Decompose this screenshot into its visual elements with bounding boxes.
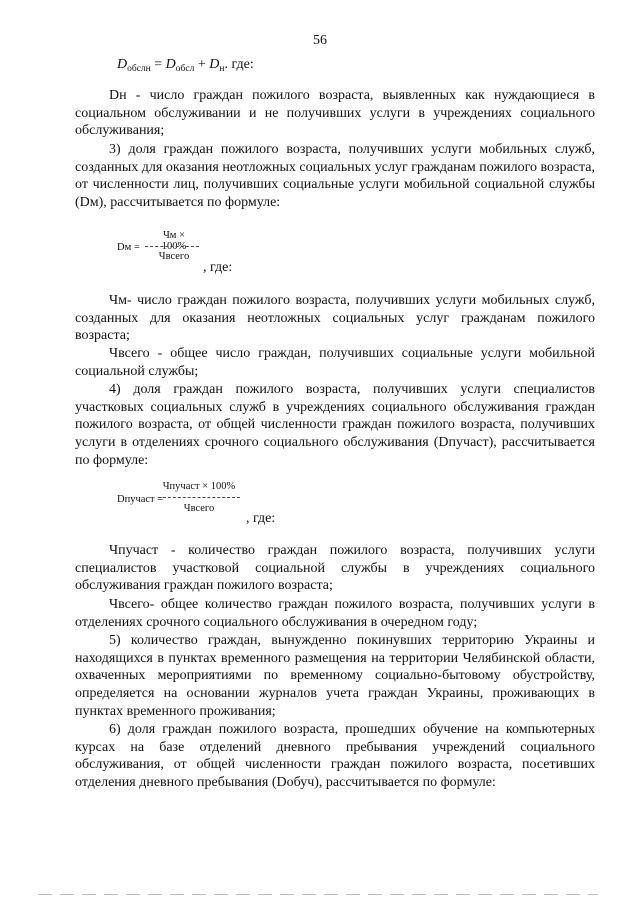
paragraph-chvsego: Чвсего - общее число граждан, получивших социальные услуги мобильной социальной службы; xyxy=(75,346,595,379)
formula-top-lhs-sub: обслн xyxy=(127,64,151,74)
paragraph-item-4: 4) доля граждан пожилого возраста, получивших услуги специалистов участковых социальных служб в учреждениях социального обслуживания граждан пожилого возраста, от общей численности граждан пожилого возраста, получивших услуги в отделениях срочного социального обслуживания (Dпучаст), рассчитывается по формуле: xyxy=(75,382,595,468)
paragraph-item-3: 3) доля граждан пожилого возраста, получивших услуги мобильных служб, созданных для оказания неотложных социальных услуг гражданам пожилого возраста, от численности лиц, получивших социальные услуги мобильной социальной службы (Dм), рассчитывается по формуле: xyxy=(75,142,595,211)
formula-m-fraction-line xyxy=(145,246,199,247)
formula-p-lhs: Dпучаст = xyxy=(117,494,164,505)
paragraph-item-5: 5) количество граждан, вынужденно покинувших территорию Украины и находящихся в пунктах временного размещения на территории Челябинской области, охваченных мероприятиями по временному социально-бытовому обустройству, определяется на основании журналов учета граждан Украины, проживающих в пунктах временного проживания; xyxy=(75,633,595,719)
formula-m-numerator: Чм × 100% xyxy=(161,230,187,252)
paragraph-chvsego-2: Чвсего- общее количество граждан пожилого возраста, получивших услуги в отделениях срочного социального обслуживания в очередном году; xyxy=(75,597,595,630)
formula-top-b-sub: н xyxy=(219,64,225,74)
formula-top-b: D xyxy=(209,57,220,72)
formula-m-denominator: Чвсего xyxy=(158,251,190,262)
formula-top-lhs: D xyxy=(117,57,128,72)
formula-p-numerator: Чпучаст × 100% xyxy=(162,481,236,492)
scan-artifact-line xyxy=(38,894,598,895)
paragraph-dn: Dн - число граждан пожилого возраста, выявленных как нуждающиеся в социальном обслуживании и не получивших услуги в учреждениях социального обслуживания; xyxy=(75,88,595,139)
paragraph-chpuchast: Чпучаст - количество граждан пожилого возраста, получивших услуги специалистов участковой социальной службы в учреждениях социального обслуживания граждан пожилого возраста; xyxy=(75,543,595,594)
formula-top-tail: . где: xyxy=(224,57,254,72)
formula-top xyxy=(117,57,254,74)
paragraph-item-6: 6) доля граждан пожилого возраста, прошедших обучение на компьютерных курсах на базе отделений дневного пребывания учреждений социального обслуживания, от общей численности граждан пожилого возраста, посетивших отделения дневного пребывания (Dобуч), рассчитывается по формуле: xyxy=(75,722,595,791)
formula-p-fraction-line xyxy=(158,497,240,498)
formula-top-a: D xyxy=(165,57,176,72)
formula-top-eq: = xyxy=(150,57,166,72)
formula-p-denominator: Чвсего xyxy=(183,503,215,514)
formula-m-where: , где: xyxy=(203,260,233,275)
formula-m-lhs: Dм = xyxy=(117,242,140,253)
formula-p-where: , где: xyxy=(246,511,276,526)
formula-top-plus: + xyxy=(194,57,210,72)
page-number: 56 xyxy=(313,33,327,48)
paragraph-chm: Чм- число граждан пожилого возраста, получивших услуги мобильных служб, созданных для оказания неотложных социальных услуг гражданам пожилого возраста; xyxy=(75,293,595,344)
formula-top-a-sub: обсл xyxy=(175,64,195,74)
